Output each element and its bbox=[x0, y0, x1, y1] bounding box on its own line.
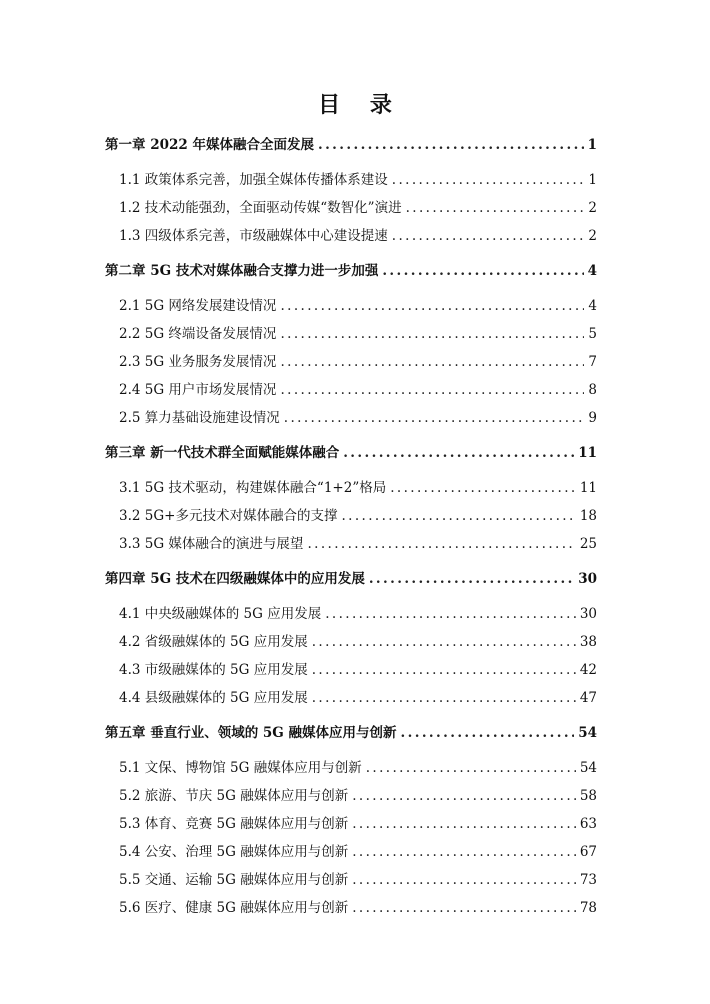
section-title: 1.2 技术动能强劲，全面驱动传媒“数智化”演进 bbox=[119, 200, 402, 216]
page-number: 73 bbox=[579, 872, 597, 888]
section-title: 5.1 文保、博物馆 5G 融媒体应用与创新 bbox=[119, 760, 362, 776]
page-number: 1 bbox=[587, 137, 597, 153]
dot-leader bbox=[382, 262, 583, 280]
toc-section-2-1[interactable] bbox=[119, 297, 597, 315]
toc-section-5-3[interactable] bbox=[119, 815, 597, 833]
section-title: 4.4 县级融媒体的 5G 应用发展 bbox=[119, 690, 308, 706]
toc-section-4-3[interactable] bbox=[119, 661, 597, 679]
page-title: 目 录 bbox=[318, 92, 403, 118]
section-title: 3.2 5G+多元技术对媒体融合的支撑 bbox=[119, 508, 338, 524]
page-number: 11 bbox=[578, 445, 597, 461]
chapter-title: 第三章 新一代技术群全面赋能媒体融合 bbox=[105, 445, 340, 461]
toc-section-4-4[interactable] bbox=[119, 689, 597, 707]
section-title: 2.1 5G 网络发展建设情况 bbox=[119, 298, 277, 314]
chapter-title: 第一章 2022 年媒体融合全面发展 bbox=[105, 137, 314, 153]
page-number: 8 bbox=[588, 382, 597, 398]
page-number: 30 bbox=[578, 571, 597, 587]
section-title: 4.3 市级融媒体的 5G 应用发展 bbox=[119, 662, 308, 678]
page-number: 38 bbox=[579, 634, 597, 650]
page-number: 78 bbox=[579, 900, 597, 916]
page-number: 58 bbox=[579, 788, 597, 804]
dot-leader bbox=[280, 297, 584, 315]
dot-leader bbox=[392, 227, 585, 245]
page-number: 4 bbox=[587, 263, 597, 279]
dot-leader bbox=[307, 535, 575, 553]
page-number: 54 bbox=[579, 760, 597, 776]
toc-section-3-3[interactable] bbox=[119, 535, 597, 553]
page-number: 11 bbox=[579, 480, 597, 496]
page-number: 63 bbox=[579, 816, 597, 832]
dot-leader bbox=[280, 381, 584, 399]
section-title: 5.2 旅游、节庆 5G 融媒体应用与创新 bbox=[119, 788, 349, 804]
toc-section-5-2[interactable] bbox=[119, 787, 597, 805]
section-title: 2.5 算力基础设施建设情况 bbox=[119, 410, 280, 426]
dot-leader bbox=[406, 199, 585, 217]
toc-section-2-3[interactable] bbox=[119, 353, 597, 371]
toc-section-5-5[interactable] bbox=[119, 871, 597, 889]
dot-leader bbox=[312, 633, 576, 651]
dot-leader bbox=[352, 787, 576, 805]
dot-leader bbox=[280, 325, 584, 343]
section-title: 3.3 5G 媒体融合的演进与展望 bbox=[119, 536, 304, 552]
page-number: 5 bbox=[588, 326, 597, 342]
dot-leader bbox=[341, 507, 575, 525]
dot-leader bbox=[318, 136, 584, 154]
dot-leader bbox=[343, 444, 574, 462]
section-title: 5.3 体育、竞赛 5G 融媒体应用与创新 bbox=[119, 816, 349, 832]
page-number: 2 bbox=[588, 200, 597, 216]
toc-chapter-1[interactable] bbox=[105, 136, 597, 154]
toc-chapter-5[interactable] bbox=[105, 724, 597, 742]
page-number: 47 bbox=[579, 690, 597, 706]
section-title: 1.1 政策体系完善，加强全媒体传播体系建设 bbox=[119, 172, 388, 188]
section-title: 5.4 公安、治理 5G 融媒体应用与创新 bbox=[119, 844, 349, 860]
section-title: 3.1 5G 技术驱动，构建媒体融合“1+2”格局 bbox=[119, 480, 387, 496]
section-title: 2.2 5G 终端设备发展情况 bbox=[119, 326, 277, 342]
toc-section-2-2[interactable] bbox=[119, 325, 597, 343]
dot-leader bbox=[401, 724, 575, 742]
page-number: 25 bbox=[579, 536, 597, 552]
toc-section-5-4[interactable] bbox=[119, 843, 597, 861]
toc-section-1-1[interactable] bbox=[119, 171, 597, 189]
dot-leader bbox=[366, 759, 576, 777]
toc-section-2-5[interactable] bbox=[119, 409, 597, 427]
chapter-title: 第二章 5G 技术对媒体融合支撑力进一步加强 bbox=[105, 263, 379, 279]
toc-section-4-1[interactable] bbox=[119, 605, 597, 623]
dot-leader bbox=[352, 899, 576, 917]
toc-section-3-1[interactable] bbox=[119, 479, 597, 497]
page-number: 2 bbox=[588, 228, 597, 244]
dot-leader bbox=[312, 661, 576, 679]
toc-section-5-1[interactable] bbox=[119, 759, 597, 777]
page-number: 42 bbox=[579, 662, 597, 678]
dot-leader bbox=[352, 815, 576, 833]
section-title: 1.3 四级体系完善，市级融媒体中心建设提速 bbox=[119, 228, 388, 244]
toc-section-5-6[interactable] bbox=[119, 899, 597, 917]
dot-leader bbox=[325, 605, 576, 623]
toc-chapter-4[interactable] bbox=[105, 570, 597, 588]
page-number: 54 bbox=[578, 725, 597, 741]
section-title: 4.1 中央级融媒体的 5G 应用发展 bbox=[119, 606, 322, 622]
toc-section-4-2[interactable] bbox=[119, 633, 597, 651]
dot-leader bbox=[392, 171, 585, 189]
page-number: 30 bbox=[579, 606, 597, 622]
section-title: 5.6 医疗、健康 5G 融媒体应用与创新 bbox=[119, 900, 349, 916]
section-title: 4.2 省级融媒体的 5G 应用发展 bbox=[119, 634, 308, 650]
toc-chapter-3[interactable] bbox=[105, 444, 597, 462]
section-title: 5.5 交通、运输 5G 融媒体应用与创新 bbox=[119, 872, 349, 888]
dot-leader bbox=[352, 843, 576, 861]
dot-leader bbox=[312, 689, 576, 707]
dot-leader bbox=[352, 871, 576, 889]
page-number: 1 bbox=[588, 172, 597, 188]
toc-section-1-3[interactable] bbox=[119, 227, 597, 245]
section-title: 2.3 5G 业务服务发展情况 bbox=[119, 354, 277, 370]
page-number: 7 bbox=[588, 354, 597, 370]
dot-leader bbox=[369, 570, 574, 588]
chapter-title: 第四章 5G 技术在四级融媒体中的应用发展 bbox=[105, 571, 365, 587]
toc-section-2-4[interactable] bbox=[119, 381, 597, 399]
section-title: 2.4 5G 用户市场发展情况 bbox=[119, 382, 277, 398]
dot-leader bbox=[284, 409, 585, 427]
dot-leader bbox=[390, 479, 576, 497]
chapter-title: 第五章 垂直行业、领域的 5G 融媒体应用与创新 bbox=[105, 725, 397, 741]
page-number: 4 bbox=[588, 298, 597, 314]
page-number: 9 bbox=[588, 410, 597, 426]
toc-section-3-2[interactable] bbox=[119, 507, 597, 525]
page-number: 67 bbox=[579, 844, 597, 860]
page-number: 18 bbox=[579, 508, 597, 524]
toc-chapter-2[interactable] bbox=[105, 262, 597, 280]
dot-leader bbox=[280, 353, 584, 371]
toc-section-1-2[interactable] bbox=[119, 199, 597, 217]
